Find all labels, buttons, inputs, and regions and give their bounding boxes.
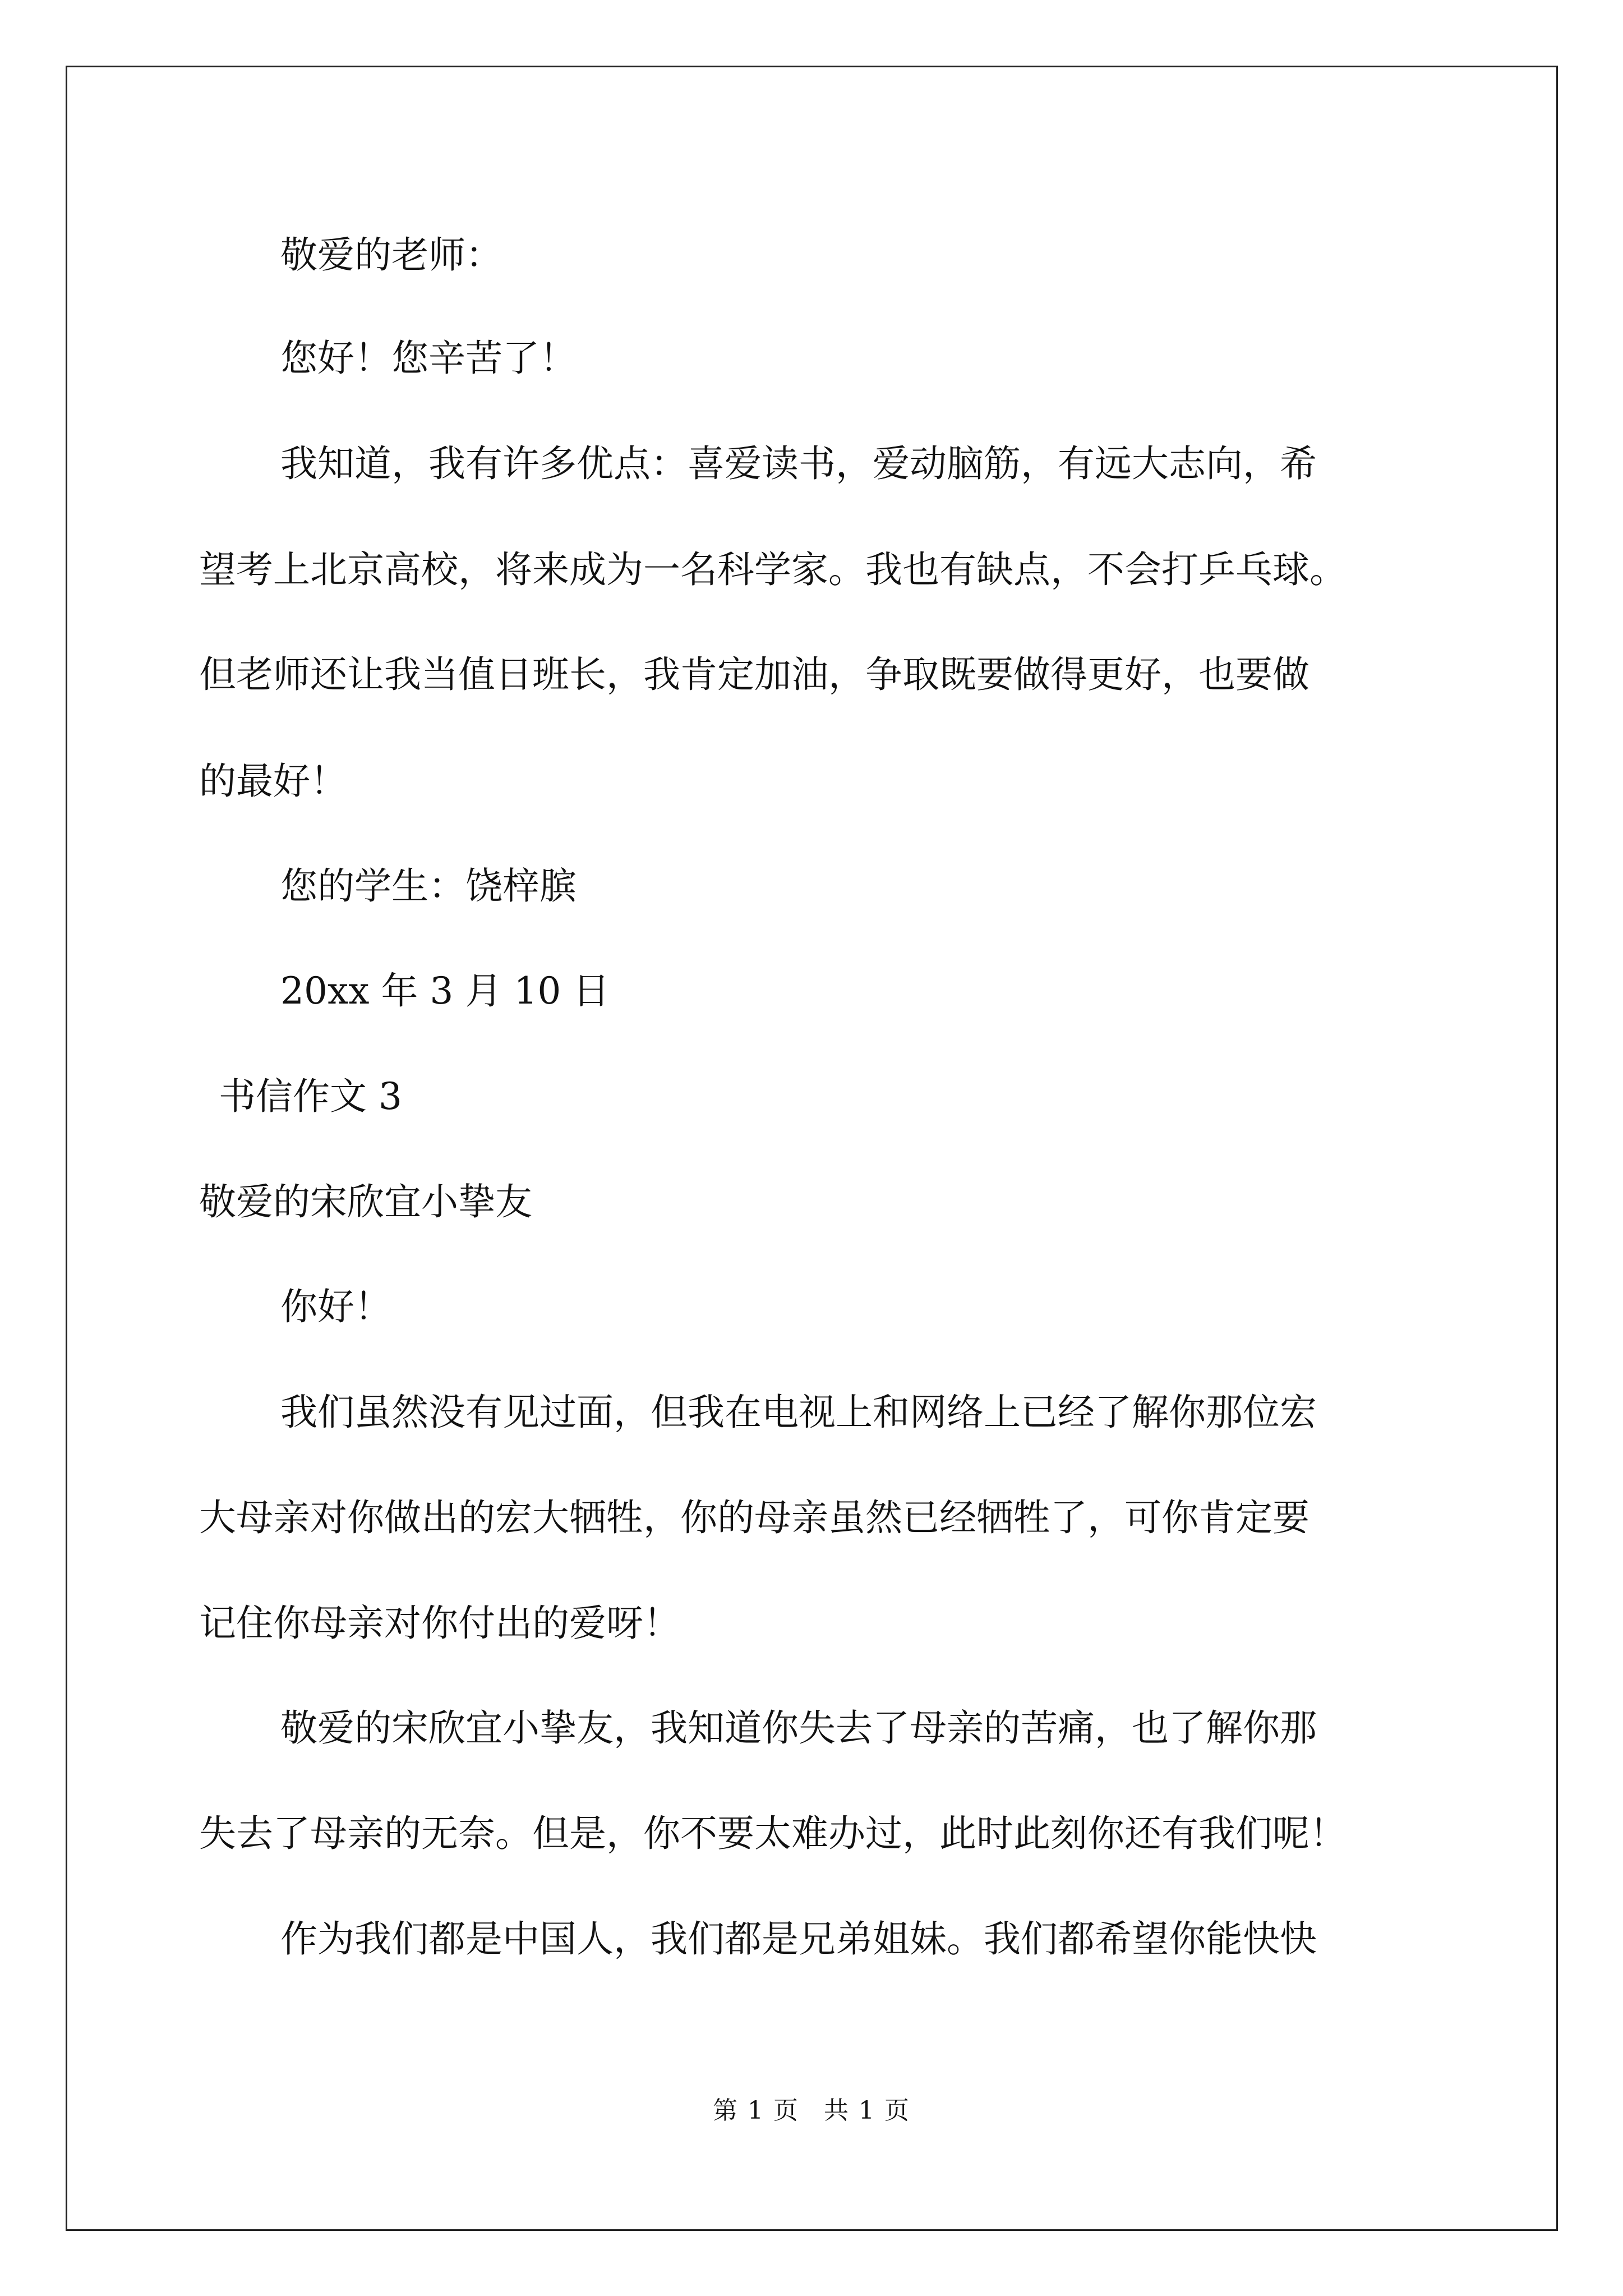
- page-footer: [0, 2095, 1623, 2127]
- paragraph-line: 失去了母亲的无奈。但是，你不要太难办过，此时此刻你还有我们呢！: [199, 1812, 1347, 1855]
- paragraph-line: 作为我们都是中国人，我们都是兄弟姐妹。我们都希望你能快快: [280, 1917, 1317, 1961]
- salutation-line: 敬爱的老师：: [280, 233, 502, 277]
- page-number: 第 1 页: [713, 2096, 799, 2125]
- paragraph-line: 的最好！: [199, 760, 347, 803]
- paragraph-line: 我们虽然没有见过面，但我在电视上和网络上已经了解你那位宏: [280, 1391, 1317, 1434]
- section-heading: 书信作文 3: [219, 1075, 402, 1118]
- page-border: [66, 66, 1558, 2231]
- signature-line: 您的学生：饶梓膑: [280, 864, 577, 908]
- paragraph-line: 我知道，我有许多优点：喜爱读书，爱动脑筋，有远大志向，希: [280, 442, 1317, 485]
- greeting-line: 你好！: [280, 1285, 391, 1328]
- paragraph-line: 记住你母亲对你付出的爱呀！: [199, 1602, 680, 1645]
- paragraph-line: 但老师还让我当值日班长，我肯定加油，争取既要做得更好，也要做: [199, 653, 1310, 696]
- paragraph-line: 大母亲对你做出的宏大牺牲，你的母亲虽然已经牺牲了，可你肯定要: [199, 1496, 1310, 1539]
- salutation-line: 敬爱的宋欣宜小挚友: [199, 1180, 532, 1223]
- greeting-line: 您好！您辛苦了！: [280, 337, 577, 380]
- page-total: 共 1 页: [824, 2096, 910, 2125]
- paragraph-line: 望考上北京高校，将来成为一名科学家。我也有缺点，不会打乒乓球。: [199, 548, 1347, 591]
- date-line: 20xx 年 3 月 10 日: [280, 969, 610, 1013]
- paragraph-line: 敬爱的宋欣宜小挚友，我知道你失去了母亲的苦痛，也了解你那: [280, 1706, 1317, 1750]
